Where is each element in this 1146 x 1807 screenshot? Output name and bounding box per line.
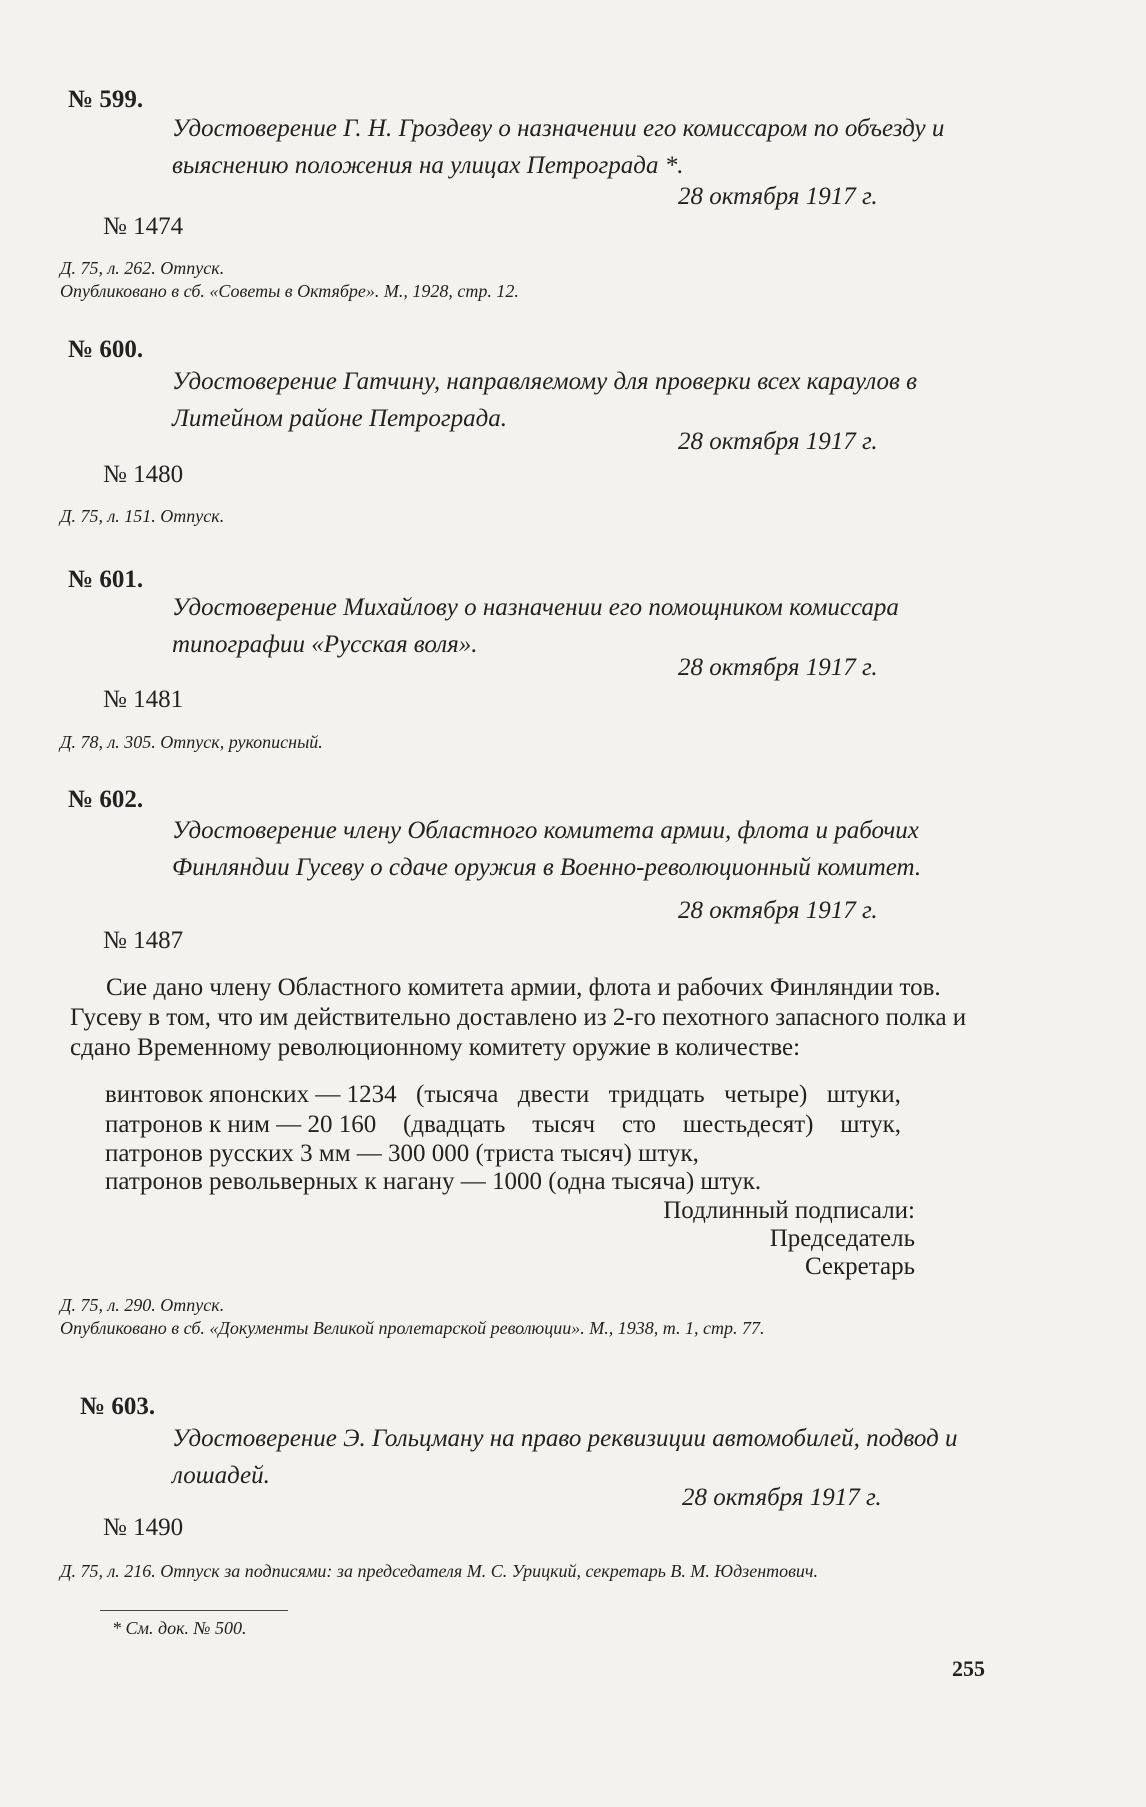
list-word: винтовок японских — 1234 — [105, 1081, 397, 1108]
doc-602-signed-label: Подлинный подписали: — [663, 1197, 915, 1224]
doc-602-title: Удостоверение члену Областного комитета армии, флота и рабочих Финляндии Гусеву о сдаче оружия в Военно-революционный комитет. — [172, 817, 922, 881]
doc-602-secretary: Секретарь — [804, 1253, 915, 1280]
list-word: патронов к ним — 20 160 — [105, 1111, 377, 1138]
doc-602-list-item — [105, 1081, 901, 1109]
doc-602-note-archive: Д. 75, л. 290. Отпуск. — [60, 1295, 225, 1315]
doc-601-number: № 601. — [68, 566, 144, 593]
doc-602-note-publication: Опубликовано в сб. «Документы Великой пролетарской революции». М., 1938, т. 1, стр. 77. — [60, 1318, 765, 1338]
list-word: (тысяча — [416, 1081, 499, 1108]
doc-603-date: 28 октября 1917 г. — [682, 1484, 882, 1511]
list-word: тысяч — [532, 1111, 596, 1138]
doc-599-reg-number: № 1474 — [103, 213, 184, 240]
doc-602-reg-number: № 1487 — [103, 927, 184, 954]
doc-601-note-archive: Д. 78, л. 305. Отпуск, рукописный. — [60, 732, 323, 752]
doc-602-date: 28 октября 1917 г. — [678, 897, 878, 924]
footnote-divider — [100, 1610, 288, 1611]
footnote: * См. док. № 500. — [112, 1618, 247, 1638]
list-word: четыре) — [724, 1081, 808, 1108]
doc-600-reg-number: № 1480 — [103, 461, 184, 488]
doc-603-title: Удостоверение Э. Гольцману на право реквизиции автомобилей, подвод и лошадей. — [172, 1425, 958, 1489]
doc-601-title: Удостоверение Михайлову о назначении его помощником комиссара типографии «Русская воля». — [172, 594, 899, 658]
doc-599-note-publication: Опубликовано в сб. «Советы в Октябре». М., 1928, стр. 12. — [60, 281, 519, 301]
list-word: (двадцать — [402, 1111, 506, 1138]
doc-599-title: Удостоверение Г. Н. Гроздеву о назначении его комиссаром по объезду и выяснению положения на улицах Петрограда *. — [172, 115, 945, 179]
list-word: штуки, — [826, 1081, 901, 1108]
doc-601-date: 28 октября 1917 г. — [678, 654, 878, 681]
doc-602-list-item: патронов русских 3 мм — 300 000 (триста тысяч) штук, — [105, 1140, 699, 1167]
list-word: штук, — [840, 1111, 901, 1138]
page-number: 255 — [952, 1656, 985, 1681]
doc-602-chairman: Председатель — [769, 1225, 915, 1252]
doc-600-date: 28 октября 1917 г. — [678, 428, 878, 455]
list-word: тридцать — [608, 1081, 705, 1108]
doc-599-date: 28 октября 1917 г. — [678, 183, 878, 210]
doc-602-list-item: патронов револьверных к нагану — 1000 (одна тысяча) штук. — [105, 1168, 762, 1195]
doc-600-number: № 600. — [68, 336, 144, 363]
list-word: шестьдесят) — [682, 1111, 814, 1138]
doc-603-note-archive: Д. 75, л. 216. Отпуск за подписями: за председателя М. С. Урицкий, секретарь В. М. Юдзентович. — [60, 1561, 819, 1581]
doc-602-body: Сие дано члену Областного комитета армии, флота и рабочих Финляндии тов. Гусеву в том, что им действительно доставлено из 2-го пехотного запасного полка и сдано Временному революционному комитету оружие в количестве: — [70, 974, 967, 1061]
doc-603-number: № 603. — [80, 1393, 156, 1420]
doc-603-reg-number: № 1490 — [103, 1514, 184, 1541]
list-word: двести — [517, 1081, 590, 1108]
doc-599-number: № 599. — [68, 86, 144, 113]
doc-602-number: № 602. — [68, 786, 144, 813]
doc-600-title: Удостоверение Гатчину, направляемому для проверки всех караулов в Литейном районе Петрограда. — [172, 368, 918, 432]
doc-600-note-archive: Д. 75, л. 151. Отпуск. — [60, 506, 225, 526]
doc-599-note-archive: Д. 75, л. 262. Отпуск. — [60, 258, 225, 278]
doc-601-reg-number: № 1481 — [103, 686, 184, 713]
list-word: сто — [621, 1111, 657, 1138]
doc-602-list-item — [105, 1111, 901, 1139]
